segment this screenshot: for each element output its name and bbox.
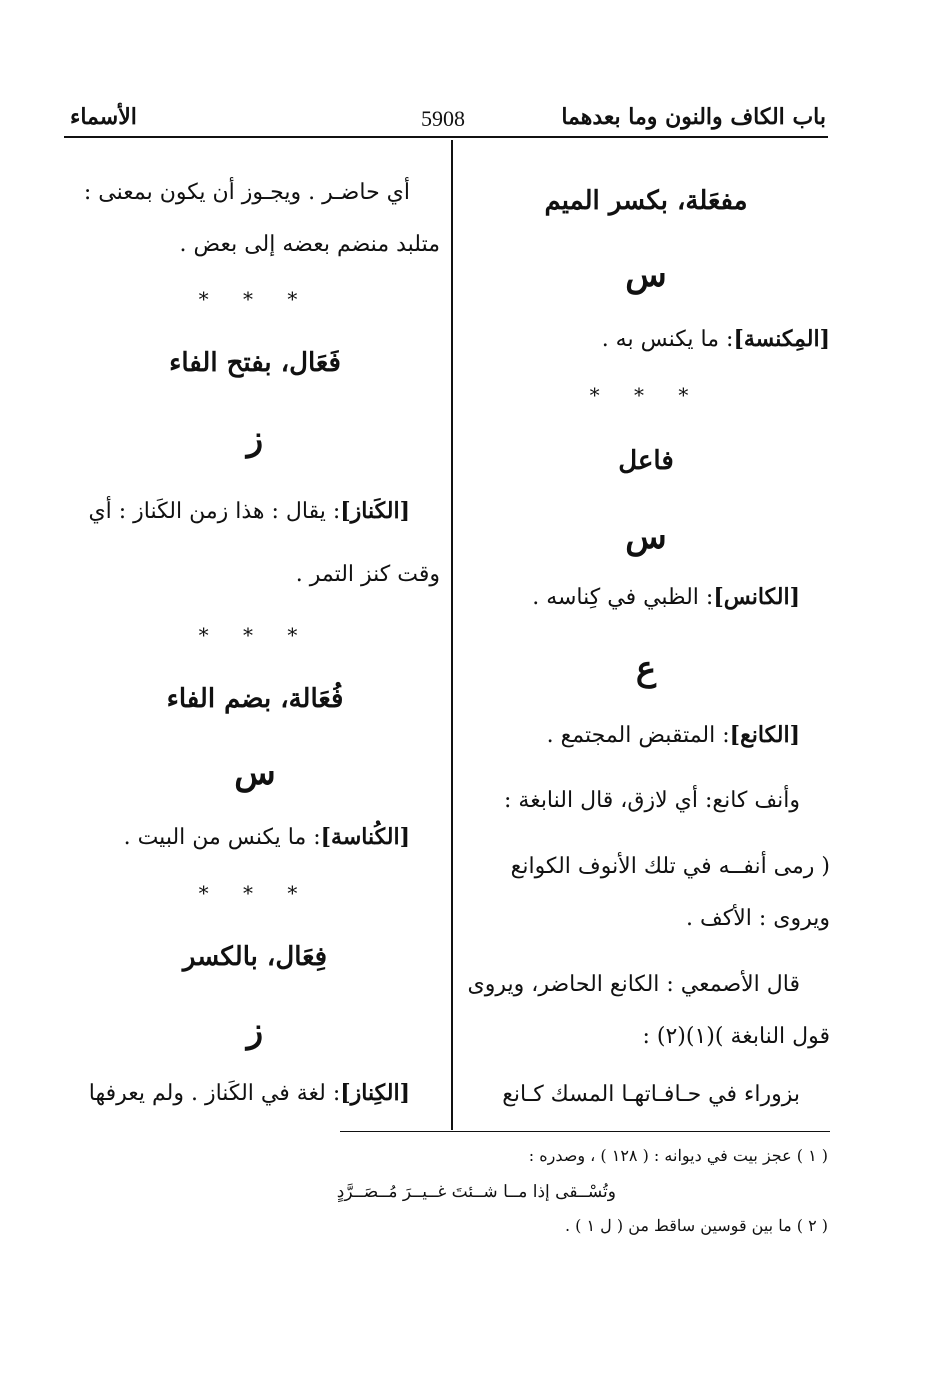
entry-term: [الكَناز] xyxy=(340,498,410,524)
text-line: قال الأصمعي : الكانع الحاضر، ويروى xyxy=(467,972,800,997)
separator-stars: * * * xyxy=(198,287,312,311)
verse-line: بزوراء في حـافـاتهـا المسك كـانع xyxy=(502,1082,800,1107)
text-line: متلبد منضم بعضه إلى بعض . xyxy=(179,232,440,257)
footnote-2: ( ٢ ) ما بين قوسين ساقط من ( ل ١ ) . xyxy=(565,1216,828,1235)
chapter-title: باب الكاف والنون وما بعدهما xyxy=(561,104,826,130)
text-line: قول النابغة )(١)(٢) : xyxy=(642,1024,830,1049)
letter-heading: س xyxy=(625,517,667,557)
heading: فاعل xyxy=(618,446,674,476)
entry xyxy=(547,718,800,753)
separator-stars: * * * xyxy=(589,383,703,407)
entry xyxy=(88,494,410,529)
separator-stars: * * * xyxy=(198,881,312,905)
entry-term: [الكُناسة] xyxy=(320,824,410,850)
letter-heading: ز xyxy=(246,419,264,459)
page-number: 5908 xyxy=(421,106,465,131)
section-title: الأسماء xyxy=(70,104,137,130)
entry-term: [الكانع] xyxy=(729,722,800,748)
entry-text: : ما يكنس من البيت . xyxy=(123,825,321,850)
entry-text: : يقال : هذا زمن الكَناز : أي xyxy=(88,499,341,524)
letter-heading: ز xyxy=(246,1011,264,1051)
verse-line: ( رمى أنفــه في تلك الأنوف الكوانع xyxy=(510,854,830,879)
footnote-verse: وتُسْــقى إذا مــا شــئتَ غــيــرَ مُــصَــرَّدٍ xyxy=(336,1182,616,1202)
entry-term: [المِكنسة] xyxy=(733,326,830,352)
text-line: وأنف كانع: أي لازق، قال النابغة : xyxy=(504,788,800,813)
entry-term: [الكِناز] xyxy=(340,1080,410,1106)
text-line: ويروى : الأكف . xyxy=(685,906,830,931)
footnote-1: ( ١ ) عجز بيت في ديوانه : ( ١٢٨ ) ، وصدره : xyxy=(528,1146,828,1165)
entry-text: : الظبي في كِناسه . xyxy=(532,585,714,610)
letter-heading: س xyxy=(234,753,276,793)
entry-text: : ما يكنس به . xyxy=(601,327,734,352)
text-line: أي حاضـر . ويجـوز أن يكون بمعنى : xyxy=(83,180,410,205)
letter-heading: ع xyxy=(635,649,657,689)
column-divider xyxy=(451,140,453,1130)
entry-text: : المتقبض المجتمع . xyxy=(546,723,730,748)
letter-heading: س xyxy=(625,255,667,295)
entry xyxy=(124,820,410,855)
entry-term: [الكانس] xyxy=(713,584,800,610)
separator-stars: * * * xyxy=(198,623,312,647)
heading: فُعَالة، بضم الفاء xyxy=(166,684,344,714)
heading: مفعَلة، بكسر الميم xyxy=(544,186,748,216)
header-rule xyxy=(64,136,828,138)
heading: فَعَال، بفتح الفاء xyxy=(169,348,341,378)
entry-text: : لغة في الكَناز . ولم يعرفها xyxy=(88,1081,341,1106)
heading: فِعَال، بالكسر xyxy=(182,942,328,972)
text-line: وقت كنز التمر . xyxy=(295,562,440,587)
entry xyxy=(532,580,800,615)
footnote-rule xyxy=(340,1131,830,1132)
entry xyxy=(89,1076,410,1111)
entry xyxy=(602,322,830,357)
running-header xyxy=(60,98,826,138)
